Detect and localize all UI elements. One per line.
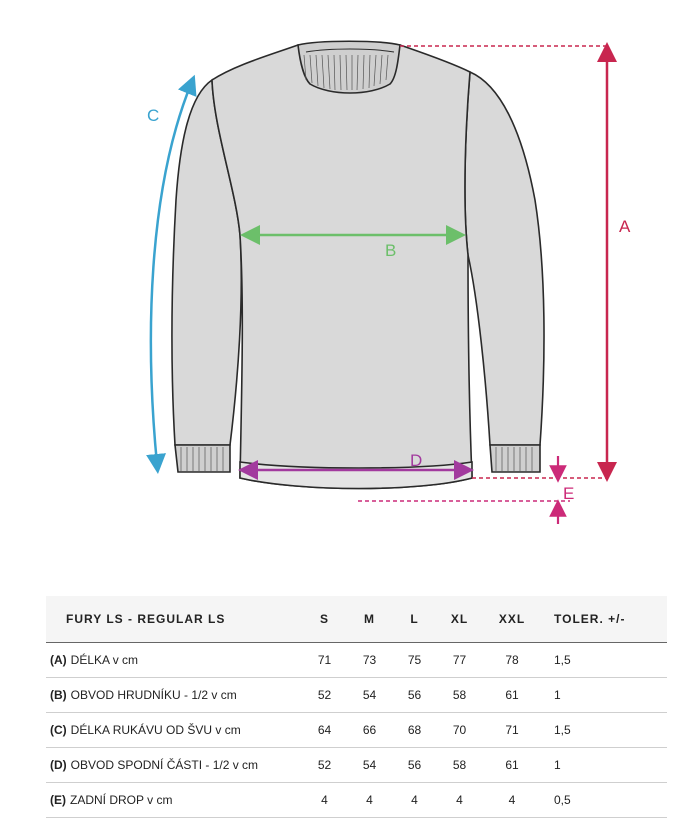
cell-value: 4 [392,783,437,818]
table-header-row [46,596,667,643]
cell-value: 71 [482,713,542,748]
cell-value: 77 [437,643,482,678]
table-row [46,713,667,748]
cell-value: 4 [302,783,347,818]
label-c: C [147,106,160,125]
size-header-l: L [392,596,437,643]
cell-value: 56 [392,748,437,783]
table-row [46,748,667,783]
row-label: DÉLKA v cm [70,653,139,667]
cell-value: 4 [482,783,542,818]
cell-value: 64 [302,713,347,748]
cell-value: 4 [437,783,482,818]
cell-value: 54 [347,678,392,713]
label-e: E [563,484,575,503]
row-label: DÉLKA RUKÁVU OD ŠVU v cm [70,723,241,737]
cell-value: 61 [482,678,542,713]
size-header-s: S [302,596,347,643]
sweater-body [212,45,472,489]
cell-value: 75 [392,643,437,678]
cell-value: 66 [347,713,392,748]
cell-value: 78 [482,643,542,678]
cell-value: 71 [302,643,347,678]
label-d: D [410,451,423,470]
cell-tolerance: 1 [542,678,667,713]
right-sleeve [465,72,544,445]
size-header-xxl: XXL [482,596,542,643]
row-code: (A) [50,653,67,667]
row-code: (B) [50,688,67,702]
cell-value: 73 [347,643,392,678]
sweater-illustration [172,41,544,488]
row-code: (E) [50,793,66,807]
cell-value: 58 [437,678,482,713]
row-label: OBVOD SPODNÍ ČÁSTI - 1/2 v cm [70,758,259,772]
table-title: FURY LS - REGULAR LS [46,596,302,643]
right-cuff [490,445,540,472]
left-cuff [175,445,230,472]
row-label: ZADNÍ DROP v cm [70,793,173,807]
cell-tolerance: 1 [542,748,667,783]
cell-value: 52 [302,748,347,783]
cell-value: 58 [437,748,482,783]
size-header-xl: XL [437,596,482,643]
row-code: (C) [50,723,67,737]
cell-tolerance: 0,5 [542,783,667,818]
table-row [46,643,667,678]
row-label: OBVOD HRUDNÍKU - 1/2 v cm [70,688,237,702]
table-row [46,783,667,818]
label-b: B [385,241,397,260]
table-row [46,678,667,713]
cell-tolerance: 1,5 [542,643,667,678]
tolerance-header: TOLER. +/- [542,596,667,643]
cell-value: 4 [347,783,392,818]
size-table [46,596,667,818]
row-code: (D) [50,758,67,772]
size-header-m: M [347,596,392,643]
cell-tolerance: 1,5 [542,713,667,748]
label-a: A [619,217,631,236]
cell-value: 61 [482,748,542,783]
cell-value: 70 [437,713,482,748]
cell-value: 56 [392,678,437,713]
cell-value: 52 [302,678,347,713]
cell-value: 54 [347,748,392,783]
cell-value: 68 [392,713,437,748]
